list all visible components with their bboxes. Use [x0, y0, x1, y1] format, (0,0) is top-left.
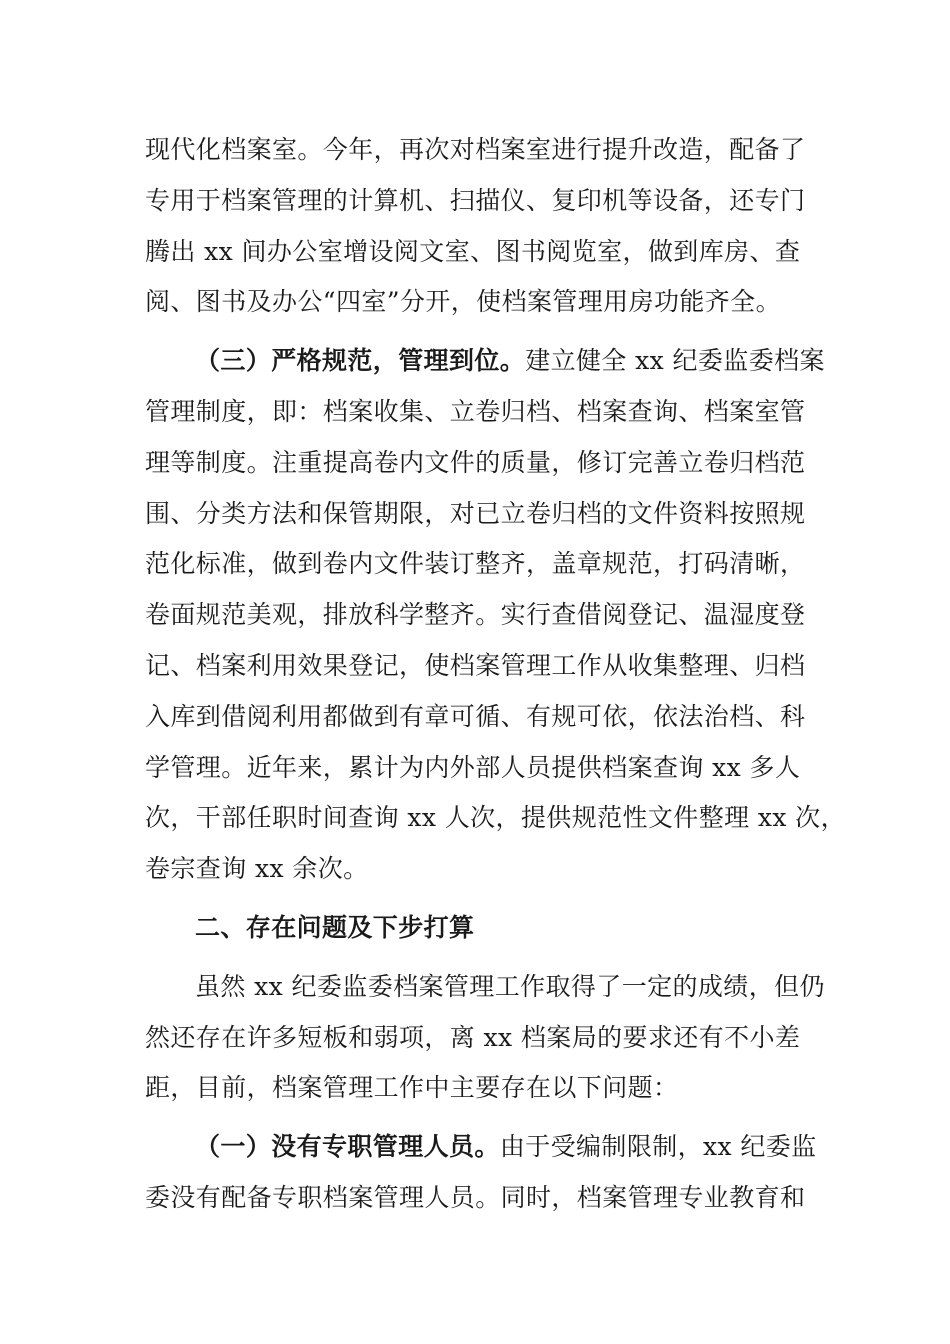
text-line: 围、分类方法和保管期限，对已立卷归档的文件资料按照规	[145, 498, 806, 528]
text-line: 管理制度，即：档案收集、立卷归档、档案查询、档案室管	[145, 396, 806, 426]
text-line: 记、档案利用效果登记，使档案管理工作从收集整理、归档	[145, 650, 806, 680]
text-line: 阅、图书及办公“四室”分开，使档案管理用房功能齐全。	[145, 287, 781, 317]
text-line: 然还存在许多短板和弱项，离 xx 档案局的要求还有不小差	[145, 1022, 801, 1052]
text-line: 委没有配备专职档案管理人员。同时，档案管理专业教育和	[145, 1182, 806, 1212]
paragraph-no-staff	[145, 1122, 825, 1224]
text-line: 范化标准，做到卷内文件装订整齐，盖章规范，打码清晰，	[145, 549, 806, 579]
text-span: 由于受编制限制，xx 纪委监	[499, 1132, 817, 1162]
text-line: 理等制度。注重提高卷内文件的质量，修订完善立卷归档范	[145, 447, 806, 477]
text-line: 次，干部任职时间查询 xx 人次，提供规范性文件整理 xx 次，	[145, 803, 846, 833]
paragraph-problems-intro	[145, 962, 825, 1114]
text-line: 现代化档案室。今年，再次对档案室进行提升改造，配备了	[145, 135, 806, 164]
subsection-heading: （三）严格规范，管理到位。	[195, 346, 526, 376]
text-line: 虽然 xx 纪委监委档案管理工作取得了一定的成绩，但仍	[195, 971, 825, 1001]
subsection-heading: （一）没有专职管理人员。	[195, 1132, 500, 1162]
text-line: 卷宗查询 xx 余次。	[145, 854, 369, 884]
paragraph-archive-room	[145, 125, 825, 328]
text-line	[145, 336, 825, 387]
paragraph-strict-management	[145, 336, 846, 895]
section-heading: 二、存在问题及下步打算	[195, 912, 475, 942]
text-span: 建立健全 xx 纪委监委档案	[525, 346, 825, 376]
text-line: 卷面规范美观，排放科学整齐。实行查借阅登记、温湿度登	[145, 600, 806, 630]
text-line	[145, 1122, 825, 1173]
text-line: 腾出 xx 间办公室增设阅文室、图书阅览室，做到库房、查	[145, 236, 801, 266]
text-line: 学管理。近年来，累计为内外部人员提供档案查询 xx 多人	[145, 752, 801, 782]
text-line: 距，目前，档案管理工作中主要存在以下问题：	[145, 1073, 679, 1103]
text-line: 入库到借阅利用都做到有章可循、有规可依，依法治档、科	[145, 701, 806, 731]
text-line: 专用于档案管理的计算机、扫描仪、复印机等设备，还专门	[145, 185, 806, 215]
document-page	[145, 125, 846, 1224]
